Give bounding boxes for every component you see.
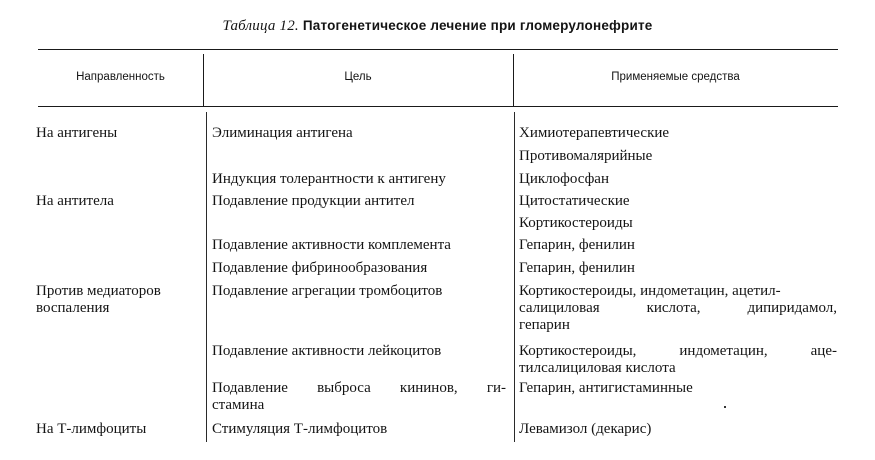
table-caption [0,18,875,35]
row-8-means-line-2: тилсалициловая кислота [519,360,676,376]
header-means: Применяемые средства [611,71,740,83]
row-9-goal-line-1-text: Подавление выброса кининов, ги- [212,380,506,396]
header-goal: Цель [344,71,372,83]
row-0-goal: Элиминация антигена [212,125,353,141]
body-divider-2 [514,112,515,442]
row-10-direction: На Т-лимфоциты [36,421,147,437]
row-7-direction-line-2: воспаления [36,300,110,316]
print-speck [724,406,726,408]
row-7-means-line-1: Кортикостероиды, индометацин, ацетил- [519,283,781,299]
header-direction: Направленность [76,71,165,83]
row-8-goal: Подавление активности лейкоцитов [212,343,442,359]
row-7-direction-line-1: Против медиаторов [36,283,161,299]
row-5-goal: Подавление активности комплемента [212,237,451,253]
row-8-means-line-1 [519,343,837,360]
caption-title: Патогенетическое лечение при гломерулонефрите [302,18,653,33]
row-9-goal-line-1 [212,380,506,397]
row-2-goal: Индукция толерантности к антигену [212,171,446,187]
row-3-goal: Подавление продукции антител [212,193,415,209]
row-10-means: Левамизол (декарис) [519,421,652,437]
body-divider-1 [206,112,207,442]
table-top-rule [38,49,838,50]
row-1-means: Противомалярийные [519,148,653,164]
row-7-means-line-3: гепарин [519,317,570,333]
row-10-goal: Стимуляция Т-лимфоцитов [212,421,388,437]
row-7-goal: Подавление агрегации тромбоцитов [212,283,443,299]
row-5-means: Гепарин, фенилин [519,237,635,253]
row-6-means: Гепарин, фенилин [519,260,635,276]
row-9-goal-line-2: стамина [212,397,265,413]
row-0-direction: На антигены [36,125,118,141]
row-7-means-line-2 [519,300,837,317]
row-2-means: Циклофосфан [519,171,609,187]
caption-label: Таблица 12. [222,18,299,34]
row-4-means: Кортикостероиды [519,215,633,231]
row-3-means: Цитостатические [519,193,630,209]
row-7-means-line-2-text: салициловая кислота, дипиридамол, [519,300,837,316]
row-9-means: Гепарин, антигистаминные [519,380,693,396]
header-bottom-rule [38,106,838,107]
row-6-goal: Подавление фибринообразования [212,260,428,276]
row-8-means-line-1-text: Кортикостероиды, индометацин, аце- [519,343,837,359]
row-3-direction: На антитела [36,193,114,209]
row-0-means: Химиотерапевтические [519,125,670,141]
